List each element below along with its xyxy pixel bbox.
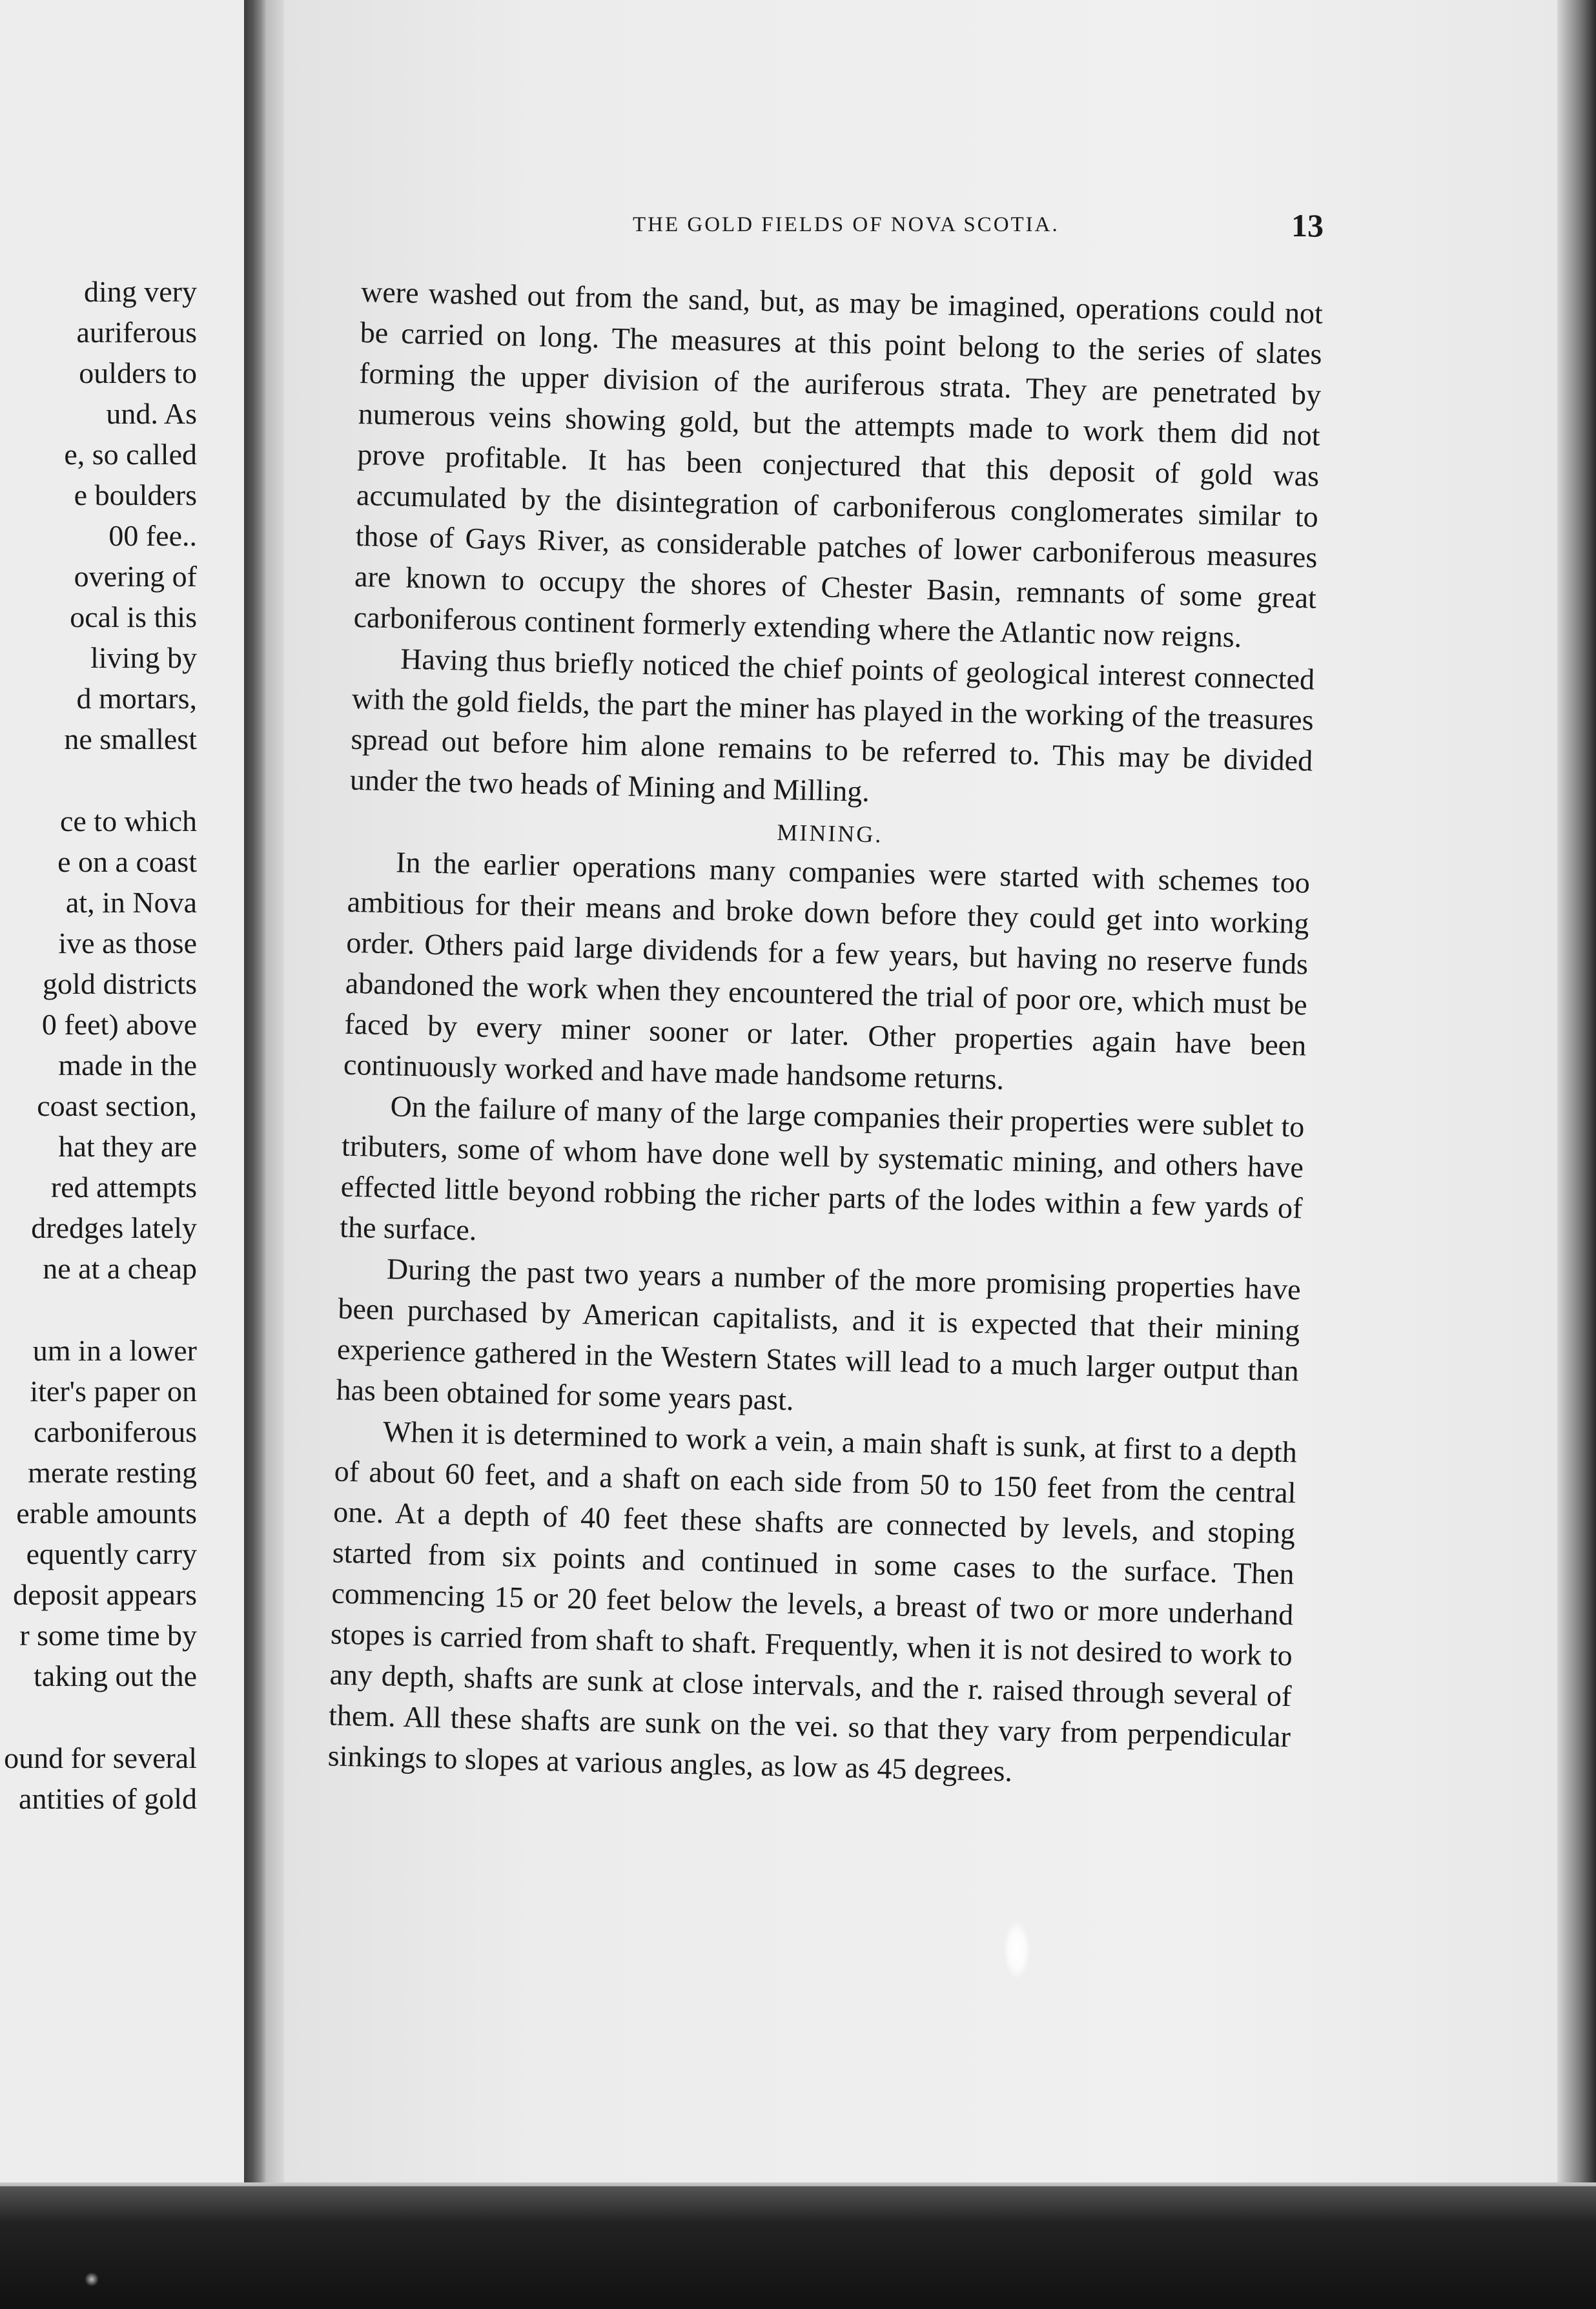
left-page-line: equently carry: [26, 1537, 197, 1570]
left-page-gap: [4, 1289, 197, 1330]
left-page-gap: [4, 1696, 197, 1738]
scan-speck: [84, 2273, 99, 2286]
page-number: 13: [1291, 207, 1324, 243]
page-right-edge: [1557, 0, 1596, 2309]
left-page-line: e on a coast: [57, 845, 197, 878]
left-page-line: ound for several: [4, 1741, 197, 1774]
left-page-line: ne at a cheap: [43, 1252, 197, 1285]
left-page-line: erable amounts: [16, 1497, 197, 1530]
left-page-line: ive as those: [58, 927, 197, 960]
left-page-gap: [4, 759, 197, 801]
left-page-line: 00 fee..: [108, 519, 197, 552]
running-head: THE GOLD FIELDS OF NOVA SCOTIA.: [633, 213, 1059, 236]
left-page-line: coast section,: [37, 1089, 197, 1122]
left-page-line: oulders to: [79, 356, 197, 389]
paragraph: When it is determined to work a vein, a main shaft is sunk, at first to a depth of about 60 feet, and a shaft on each side from 50 to 150 feet from the central one. At a depth of 40 feet these shafts are connected by levels, and stoping started from six points and continued in some cases to the surface. Then commencing 15 or 20 feet below the levels, a breast of two or more underhand stopes is carried from shaft to shaft. Frequently, when it is not desired to work to any depth, shafts are sunk at close intervals, and the r. raised through several of them. All these shafts are sunk on the vei. so that they vary from perpendicular sinkings to slopes at various angles, as low as 45 degrees.: [327, 1415, 1298, 1788]
paragraph: On the failure of many of the large companies their properties were sublet to tributers, some of whom have done well by systematic mining, and others have effected little beyond robbing the richer parts of the lodes within a few yards of the surface.: [339, 1089, 1305, 1247]
book-gutter: [244, 0, 269, 2309]
left-page-line: auriferous: [76, 316, 197, 349]
paragraph: were washed out from the sand, but, as may be imagined, operations could not be carried on long. The measures at this point belong to the series of slates forming the upper division of the auriferous strata. They are penetrated by numerous veins showing gold, but the attempts made to work them did not prove profitable. It has been conjectured that this deposit of gold was accumulated by the disintegration of carboniferous conglomerates similar to those of Gays River, as considerable patches of lower carboniferous measures are known to occupy the shores of Chester Basin, remnants of some great carboniferous continent formerly extending where the Atlantic now reigns.: [353, 274, 1324, 654]
left-page-line: ocal is this: [70, 600, 197, 633]
left-page-line: at, in Nova: [65, 886, 197, 919]
left-page-line: 0 feet) above: [41, 1008, 197, 1041]
paragraph: Having thus briefly noticed the chief points of geological interest connected with the gold fields, the part the miner has played in the working of the treasures spread out before him alone remains to be referred to. This may be divided under the two heads of Mining and Milling.: [349, 642, 1315, 808]
left-page-line: r some time by: [19, 1619, 197, 1652]
left-page-line: taking out the: [34, 1659, 197, 1692]
left-page-line: deposit appears: [13, 1578, 197, 1611]
left-page-text: [4, 271, 197, 1819]
left-page-line: merate resting: [28, 1456, 197, 1489]
left-page-line: und. As: [106, 397, 197, 430]
left-page-line: gold districts: [43, 967, 197, 1000]
left-page-line: iter's paper on: [30, 1375, 197, 1408]
paragraph: During the past two years a number of the more promising properties have been purchased by American capitalists, and it is expected that their mining experience gathered in the Western States will lead to a much larger output than has been obtained for some years past.: [336, 1252, 1302, 1417]
scanner-bed: [0, 2186, 1596, 2309]
left-page-fragment: [0, 0, 245, 2309]
paragraph: In the earlier operations many companies were started with schemes too ambitious for their means and broke down before they could get into working order. Others paid large dividends for a few years, but having no reserve funds abandoned the work when they encountered the trial of poor ore, which must be faced by every miner sooner or later. Other properties again have been continuously worked and have made handsome returns.: [343, 845, 1311, 1096]
left-page-line: red attempts: [50, 1171, 197, 1204]
left-page-line: ne smallest: [64, 723, 197, 755]
section-heading: MINING.: [777, 819, 883, 848]
left-page-line: made in the: [58, 1049, 197, 1082]
left-page-line: hat they are: [58, 1130, 197, 1163]
left-page-line: d mortars,: [76, 682, 197, 715]
left-page-line: e boulders: [74, 478, 197, 511]
left-page-line: e, so called: [64, 438, 197, 471]
left-page-line: ding very: [83, 275, 197, 308]
body-text: [327, 271, 1324, 1798]
left-page-line: antities of gold: [19, 1782, 197, 1815]
left-page-line: ce to which: [59, 805, 197, 837]
left-page-line: living by: [90, 641, 197, 674]
scan-dust-spot: [1004, 1921, 1030, 1979]
left-page-line: dredges lately: [31, 1211, 197, 1244]
left-page-line: um in a lower: [32, 1334, 197, 1367]
left-page-line: overing of: [74, 560, 197, 593]
left-page-line: carboniferous: [34, 1415, 197, 1448]
